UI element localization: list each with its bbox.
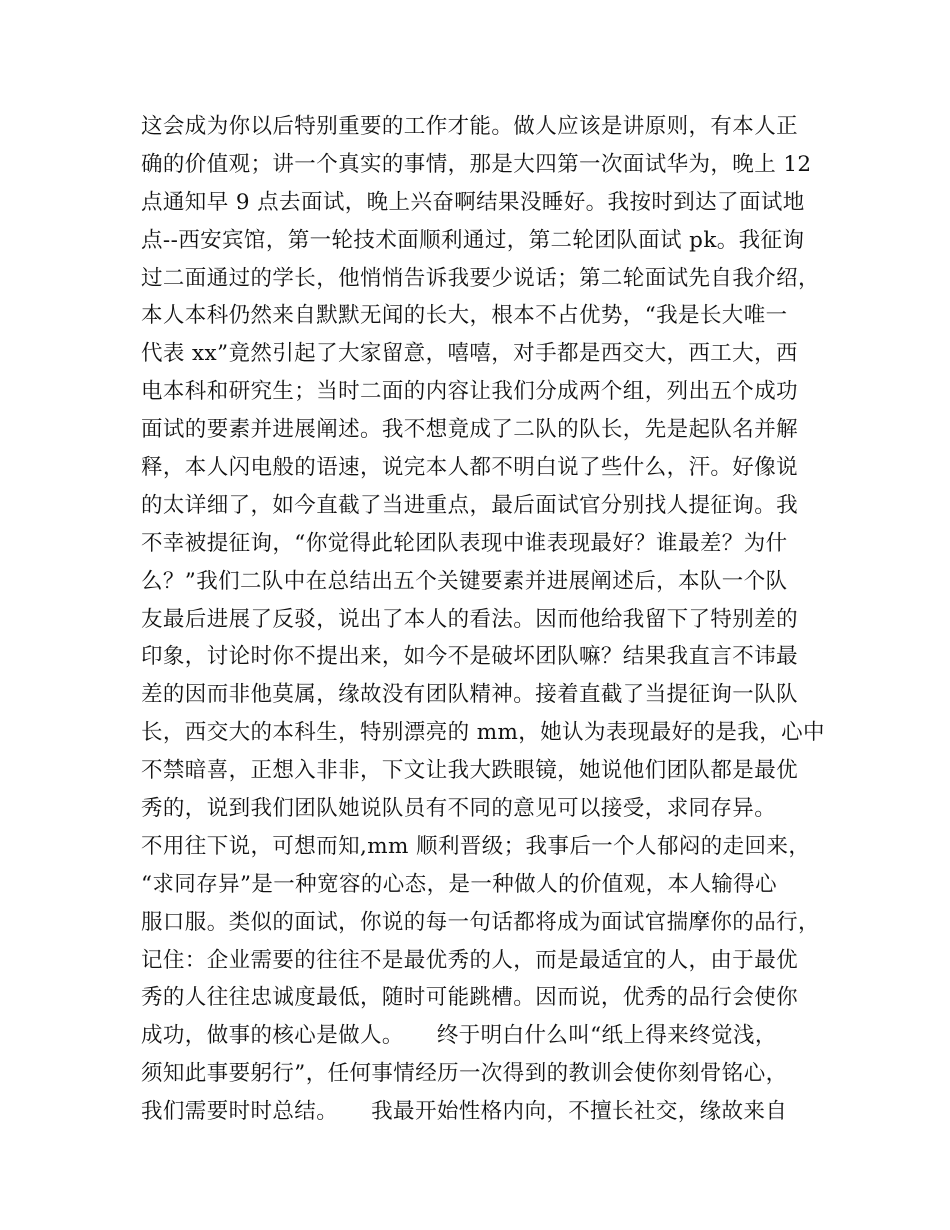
text-line: “求同存异”是一种宽容的心态，是一种做人的价值观，本人输得心 [141, 871, 777, 897]
text-line: 电本科和研究生；当时二面的内容让我们分成两个组，列出五个成功 [141, 379, 799, 405]
text-line: 我们需要时时总结。 我最开始性格内向，不擅长社交，缘故来自 [141, 1099, 788, 1125]
text-line: 不禁暗喜，正想入非非，下文让我大跌眼镜，她说他们团队都是最优 [141, 758, 799, 784]
text-line: 代表 xx”竟然引起了大家留意，嘻嘻，对手都是西交大，西工大，西 [141, 341, 798, 367]
text-line: 点通知早 9 点去面试，晚上兴奋啊结果没睡好。我按时到达了面试地 [141, 189, 805, 215]
text-line: 释，本人闪电般的语速，说完本人都不明白说了些什么，汗。好像说 [141, 455, 799, 481]
text-line: 须知此事要躬行”，任何事情经历一次得到的教训会使你刻骨铭心， [141, 1061, 788, 1087]
text-line: 点--西安宾馆，第一轮技术面顺利通过，第二轮团队面试 pk。我征询 [141, 227, 805, 253]
text-line: 不用往下说，可想而知,mm 顺利晋级；我事后一个人郁闷的走回来， [141, 833, 811, 859]
text-line: 这会成为你以后特别重要的工作才能。做人应该是讲原则，有本人正 [141, 114, 799, 139]
text-line: 记住：企业需要的往往不是最优秀的人，而是最适宜的人，由于最优 [141, 947, 799, 973]
text-line: 确的价值观；讲一个真实的事情，那是大四第一次面试华为，晚上 12 [141, 151, 812, 177]
text-line: 过二面通过的学长，他悄悄告诉我要少说话；第二轮面试先自我介绍， [141, 265, 820, 291]
text-line: 么？”我们二队中在总结出五个关键要素并进展阐述后，本队一个队 [141, 568, 788, 594]
text-line: 服口服。类似的面试，你说的每一句话都将成为面试官揣摩你的品行， [141, 909, 820, 935]
text-line: 本人本科仍然来自默默无闻的长大，根本不占优势，“我是长大唯一 [141, 303, 788, 329]
text-line: 的太详细了，如今直截了当进重点，最后面试官分别找人提征询。我 [141, 492, 799, 518]
text-line: 友最后进展了反驳，说出了本人的看法。因而他给我留下了特别差的 [141, 606, 799, 632]
text-line: 印象，讨论时你不提出来，如今不是破坏团队嘛？结果我直言不讳最 [141, 644, 799, 670]
text-line: 面试的要素并进展阐述。我不想竟成了二队的队长，先是起队名并解 [141, 417, 799, 443]
body-text [141, 108, 825, 1131]
text-line: 长，西交大的本科生，特别漂亮的 mm，她认为表现最好的是我，心中 [141, 720, 825, 746]
text-line: 不幸被提征询，“你觉得此轮团队表现中谁表现最好？谁最差？为什 [141, 530, 788, 556]
text-line: 秀的，说到我们团队她说队员有不同的意见可以接受，求同存异。 [141, 796, 777, 822]
text-line: 成功，做事的核心是做人。 终于明白什么叫“纸上得来终觉浅， [141, 1023, 777, 1049]
text-line: 秀的人往往忠诚度最低，随时可能跳槽。因而说，优秀的品行会使你 [141, 985, 799, 1011]
text-line: 差的因而非他莫属，缘故没有团队精神。接着直截了当提征询一队队 [141, 682, 799, 708]
